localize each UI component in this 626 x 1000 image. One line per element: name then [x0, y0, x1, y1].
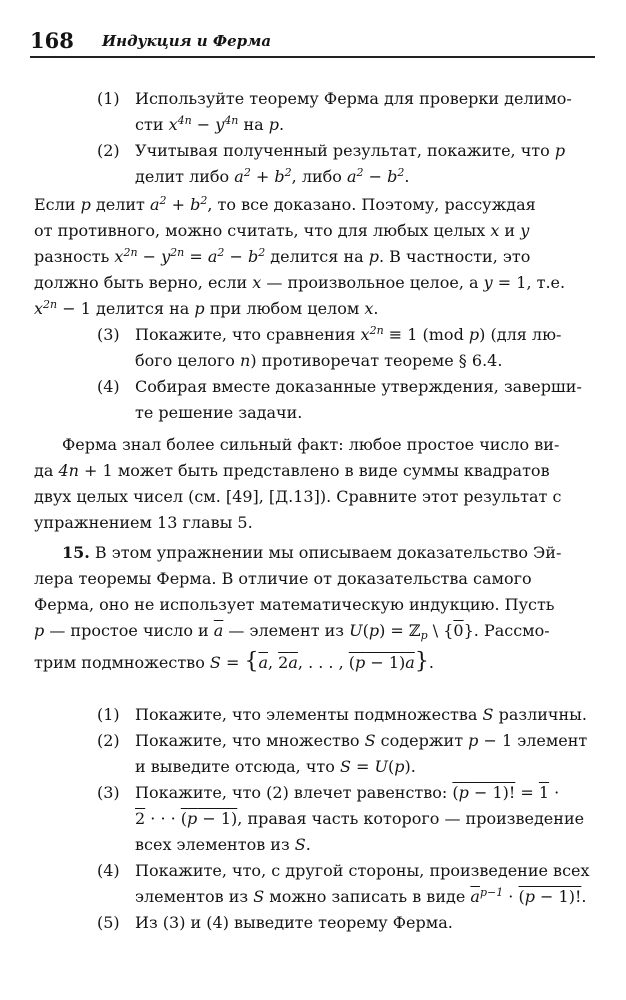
list-item: (2) Покажите, что множество S содержит p − 1 элемент и выведите отсюда, что S = U(p).	[97, 731, 588, 776]
list-item: (1) Используйте теорему Ферма для проверки делимо- сти $x^{4n} - y^{4n}$ на p.	[97, 89, 572, 134]
page-number: 168	[30, 28, 74, 53]
steps-list-2	[97, 322, 602, 426]
steps-list-3	[97, 702, 602, 936]
header-rule	[30, 56, 595, 58]
list-item: (3) Покажите, что сравнения $x^{2n} \equiv 1$ (mod p) (для лю- бого целого n) противоречат теореме § 6.4.	[97, 324, 562, 370]
paragraph: Если p делит $a^2 + b^2$, то все доказано. Поэтому, рассуждая от противного, можно считать, что для любых целых x и y разность $x^{2n} - y^{2n} = a^2 - b^2$ делится на p. В частности, это должно быть верно, если x — произвольное целое, а y = 1, т.е. $x^{2n} - 1$ делится на p при любом целом x.	[34, 194, 566, 318]
steps-list-1	[97, 86, 602, 190]
list-item: (2) Учитывая полученный результат, покажите, что p делит либо $a^2 + b^2$, либо $a^2 - b^2$.	[97, 141, 566, 186]
exercise-15: 15. В этом упражнении мы описываем доказательство Эй- лера теоремы Ферма. В отличие от доказательства самого Ферма, оно не использует математическую индукцию. Пусть p — простое число и $\overline{a}$ — элемент из U(p) = ℤ$_p$ \ {0}. Рассмо- трим подмножество $S = \{\overline{a}$, 2a, . . . , (p − 1)a}.	[34, 543, 562, 674]
list-item: (3) Покажите, что (2) влечет равенство: (p − 1)! = 1 · 2 · · · (p − 1), правая часть которого — произведение всех элементов из S.	[97, 783, 585, 854]
exercise-number: 15.	[62, 543, 90, 562]
fermat-paragraph: Ферма знал более сильный факт: любое простое число ви- да 4n + 1 может быть представлено в виде суммы квадратов двух целых чисел (см. [49], [Д.13]). Сравните этот результат с упражнением 13 главы 5.	[34, 435, 562, 532]
list-item: (5) Из (3) и (4) выведите теорему Ферма.	[97, 913, 453, 932]
running-header	[30, 26, 600, 56]
list-item: (1) Покажите, что элементы подмножества S различны.	[97, 705, 587, 724]
list-item: (4) Покажите, что, с другой стороны, произведение всех элементов из S можно записать в виде $\overline{a}^{p-1} \cdot (p - 1)$!.	[97, 861, 590, 906]
list-item: (4) Собирая вместе доказанные утверждения, заверши- те решение задачи.	[97, 377, 582, 422]
running-title: Индукция и Ферма	[102, 32, 272, 50]
